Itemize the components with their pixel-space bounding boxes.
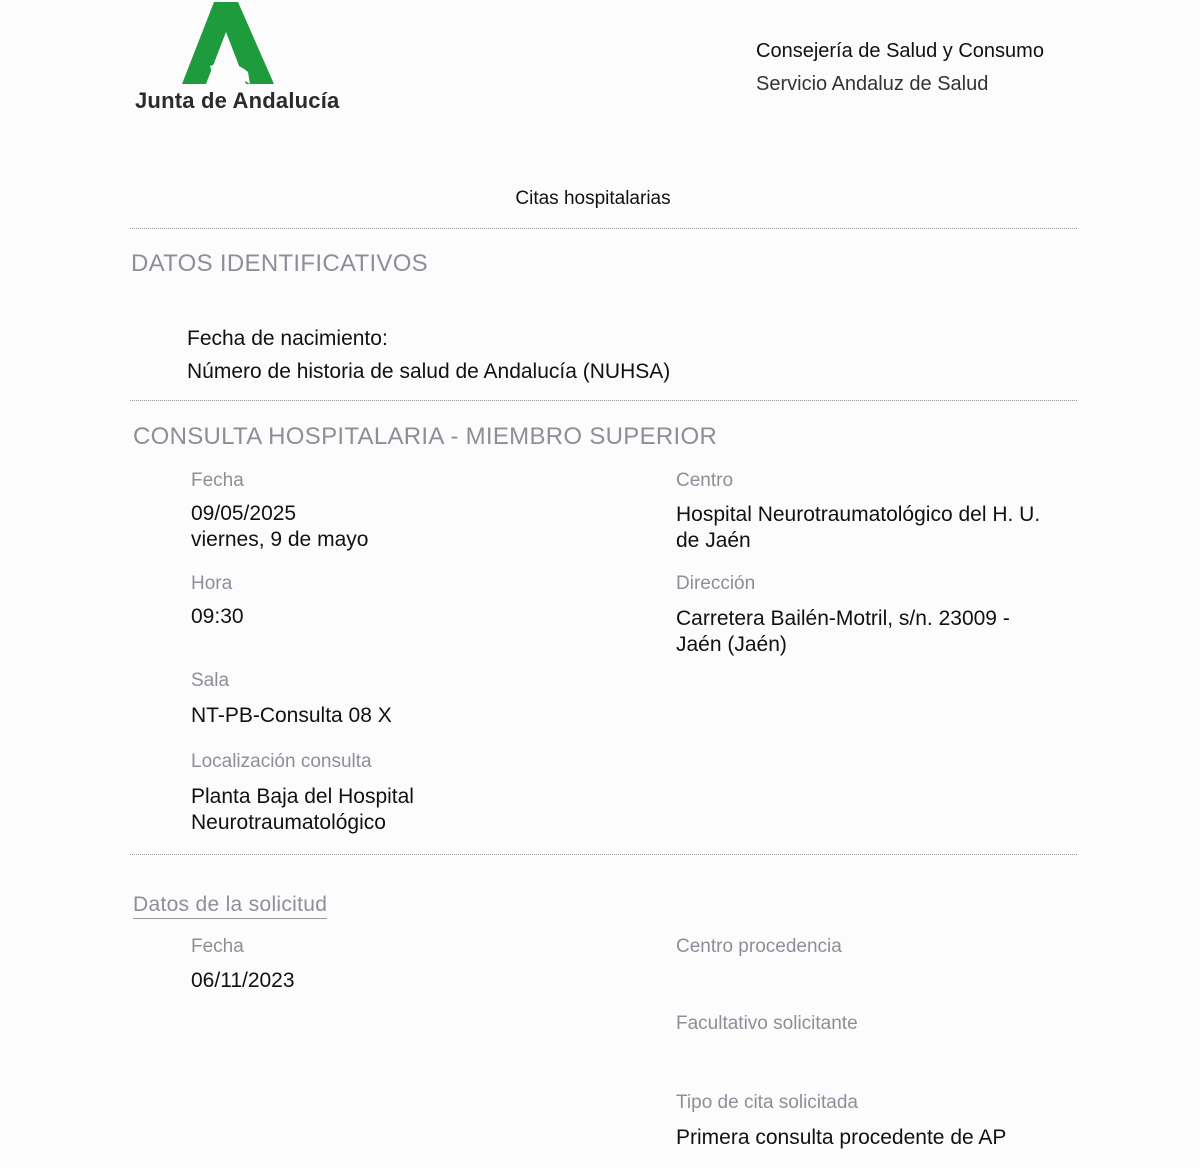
sala-label: Sala (191, 670, 230, 691)
section-heading-solicitud: Datos de la solicitud (133, 893, 327, 919)
localizacion-line-2: Neurotraumatológico (191, 811, 386, 834)
junta-de-andalucia-logo-icon (180, 2, 276, 88)
localizacion-line-1: Planta Baja del Hospital (191, 785, 414, 808)
hora-value: 09:30 (191, 605, 244, 628)
localizacion-value (191, 784, 414, 836)
org-subtitle: Servicio Andaluz de Salud (756, 73, 989, 95)
direccion-label: Dirección (676, 573, 756, 594)
solicitud-fecha-value: 06/11/2023 (191, 969, 295, 992)
direccion-line-1: Carretera Bailén-Motril, s/n. 23009 - (676, 607, 1010, 630)
centro-label: Centro (676, 470, 734, 491)
tipo-cita-label: Tipo de cita solicitada (676, 1092, 859, 1113)
sala-value: NT-PB-Consulta 08 X (191, 704, 392, 727)
fecha-value (191, 501, 368, 553)
logo-text: Junta de Andalucía (135, 88, 340, 113)
divider (130, 400, 1077, 401)
direccion-line-2: Jaén (Jaén) (676, 633, 787, 656)
tipo-cita-value: Primera consulta procedente de AP (676, 1126, 1007, 1149)
facultativo-label: Facultativo solicitante (676, 1013, 858, 1034)
divider (130, 854, 1077, 855)
fecha-label: Fecha (191, 470, 244, 491)
nuhsa-label: Número de historia de salud de Andalucía (NUHSA) (187, 360, 671, 383)
divider (130, 228, 1077, 229)
hora-label: Hora (191, 573, 233, 594)
document-title: Citas hospitalarias (515, 188, 671, 209)
centro-value (676, 502, 1040, 554)
direccion-value (676, 606, 1010, 658)
fecha-weekday: viernes, 9 de mayo (191, 528, 369, 551)
org-title: Consejería de Salud y Consumo (756, 40, 1044, 62)
section-heading-identificacion: DATOS IDENTIFICATIVOS (131, 250, 428, 277)
solicitud-fecha-label: Fecha (191, 936, 244, 957)
fecha-date: 09/05/2025 (191, 502, 297, 525)
localizacion-label: Localización consulta (191, 751, 372, 772)
centro-procedencia-label: Centro procedencia (676, 936, 842, 957)
section-heading-consulta: CONSULTA HOSPITALARIA - MIEMBRO SUPERIOR (133, 423, 718, 450)
centro-line-1: Hospital Neurotraumatológico del H. U. (676, 503, 1041, 526)
centro-line-2: de Jaén (676, 529, 751, 552)
fecha-nacimiento-label: Fecha de nacimiento: (187, 327, 388, 350)
